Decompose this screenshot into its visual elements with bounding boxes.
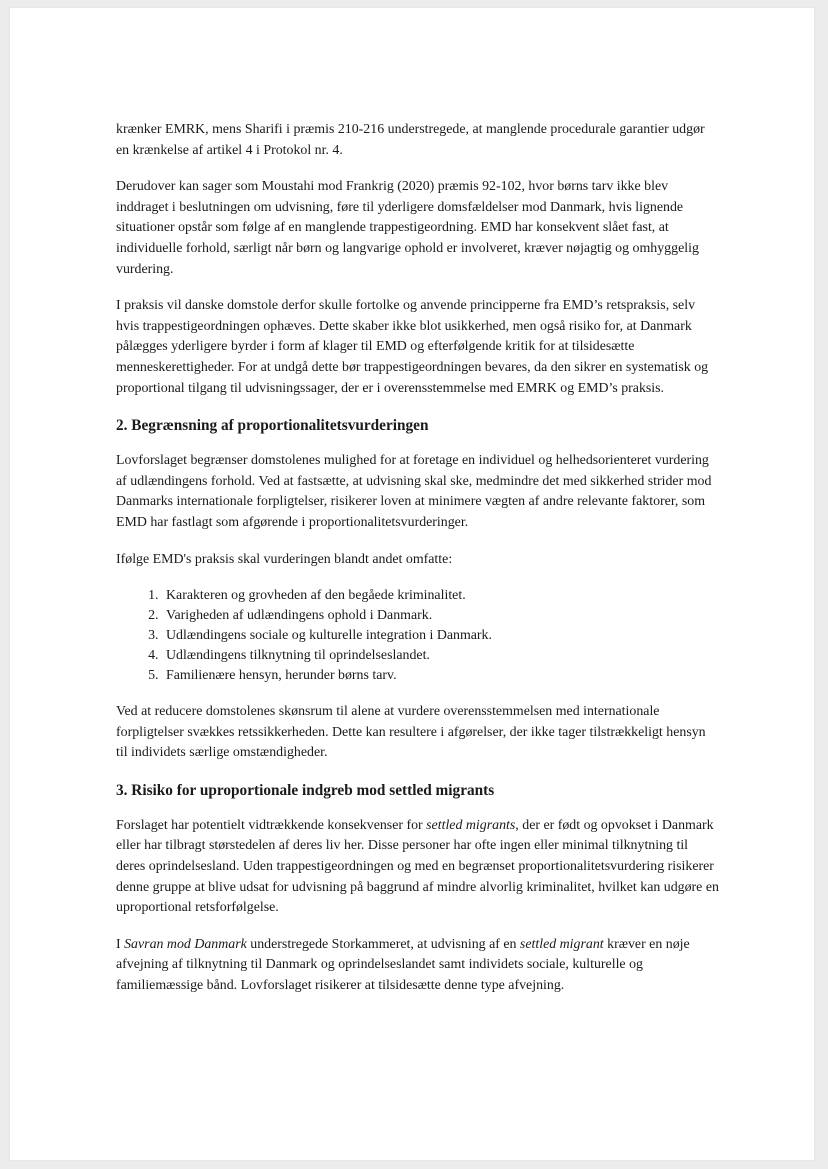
paragraph-7 xyxy=(116,816,720,919)
text-run: I xyxy=(116,936,125,952)
list-item: 2. Varigheden af udlændingens ophold i Danmark. xyxy=(162,606,720,626)
text-run: kræver en nøje afvejning af tilknytning til Danmark og oprindelseslandet samt individets sociale, kulturelle og familiemæssige bånd. Lovforslaget risikerer at tilsidesætte denne type afvejning. xyxy=(116,936,690,994)
paragraph-2: Derudover kan sager som Moustahi mod Frankrig (2020) præmis 92-102, hvor børns tarv ikke blev inddraget i beslutningen om udvisning, føre til yderligere domsfældelser mod Danmark, hvis lignende situationer opstår som følge af en manglende trappestigeordning. EMD har konsekvent slået fast, at individuelle forhold, særligt når børn og langvarige ophold er involveret, kræver nøjagtig og omhyggelig vurdering. xyxy=(116,179,699,277)
emphasis: settled migrants xyxy=(426,817,516,833)
text-run: , der er født og opvokset i Danmark eller har tilbragt størstedelen af deres liv her. Disse personer har ofte ingen eller minimal tilknytning til deres oprindelsesland. Uden trappestigeordningen og med en begrænset proportionalitetsvurdering risikerer denne gruppe at blive udsat for udvisning på baggrund af mindre alvorlig kriminalitet, hvilket kan udgøre en uproportional retsforfølgelse. xyxy=(116,817,719,916)
text-run: Forslaget har potentielt vidtrækkende konsekvenser for xyxy=(116,817,427,833)
paragraph-4: Lovforslaget begrænser domstolenes mulighed for at foretage en individuel og helhedsorienteret vurdering af udlændingens forhold. Ved at fastsætte, at udvisning skal ske, medmindre det med sikkerhed strider mod Danmarks internationale forpligtelser, risikerer loven at minimere vægten af andre relevante faktorer, som EMD har fastlagt som afgørende i proportionalitetsvurderinger. xyxy=(116,453,712,530)
paragraph-8 xyxy=(116,935,720,997)
list-item: 5. Familienære hensyn, herunder børns tarv. xyxy=(162,666,720,686)
list-item: 1. Karakteren og grovheden af den begåede kriminalitet. xyxy=(162,586,720,606)
text-run: understregede Storkammeret, at udvisning af en xyxy=(246,936,520,952)
paragraph-1: krænker EMRK, mens Sharifi i præmis 210-216 understregede, at manglende procedurale garantier udgør en krænkelse af artikel 4 i Protokol nr. 4. xyxy=(116,122,705,158)
emphasis: Savran mod Danmark xyxy=(124,936,247,952)
criteria-list xyxy=(116,586,720,686)
document-page xyxy=(10,8,814,1160)
paragraph-5: Ifølge EMD's praksis skal vurderingen blandt andet omfatte: xyxy=(116,551,453,567)
list-item: 3. Udlændingens sociale og kulturelle integration i Danmark. xyxy=(162,626,720,646)
paragraph-3: I praksis vil danske domstole derfor skulle fortolke og anvende principperne fra EMD’s retspraksis, selv hvis trappestigeordningen ophæves. Dette skaber ikke blot usikkerhed, men også risiko for, at Danmark pålægges yderligere byrder i form af klager til EMD og efterfølgende kritik for at tilsidesætte menneskerettigheder. For at undgå dette bør trappestigeordningen bevares, da den sikrer en systematisk og proportional tilgang til udvisningssager, der er i overensstemmelse med EMRK og EMD’s praksis. xyxy=(116,298,709,396)
list-item: 4. Udlændingens tilknytning til oprindelseslandet. xyxy=(162,646,720,666)
document-body xyxy=(116,120,720,1013)
section-heading-2: 2. Begrænsning af proportionalitetsvurderingen xyxy=(116,417,429,435)
paragraph-6: Ved at reducere domstolenes skønsrum til alene at vurdere overensstemmelsen med internationale forpligtelser svækkes retssikkerheden. Dette kan resultere i afgørelser, der ikke tager tilstrækkeligt hensyn til individets særlige omstændigheder. xyxy=(116,704,706,761)
section-heading-3: 3. Risiko for uproportionale indgreb mod settled migrants xyxy=(116,781,495,799)
emphasis: settled migrant xyxy=(519,936,604,952)
